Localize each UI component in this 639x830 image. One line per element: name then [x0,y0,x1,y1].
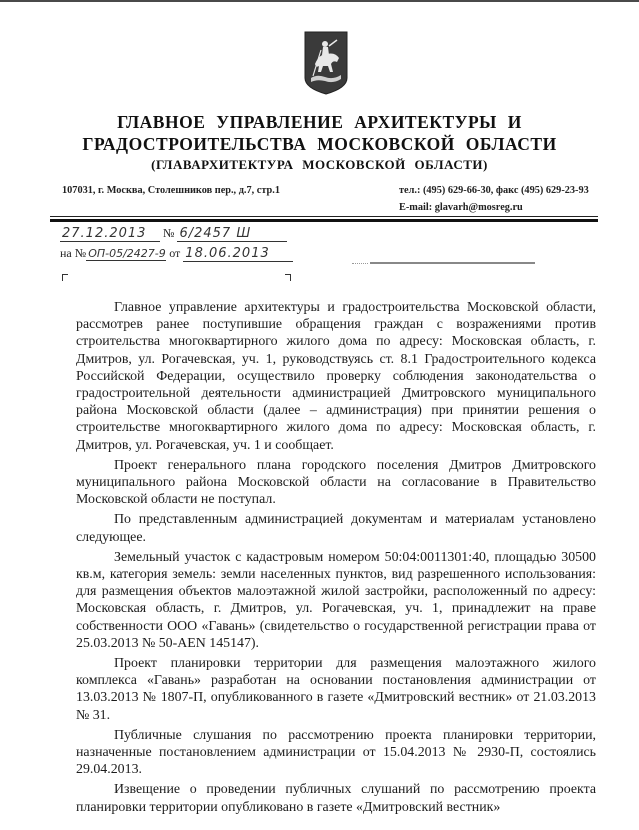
in-reply-label: на № [60,246,87,260]
letterhead-rule-thin [50,216,598,217]
coat-of-arms-icon [303,30,349,96]
letterhead-rule-thick [50,219,598,222]
body-paragraph: Извещение о проведении публичных слушаний по рассмотрению проекта планировки территории опубликовано в газете «Дмитровский вестник» [76,782,596,815]
in-reply-number: ОП-05/2427-9 [88,247,166,260]
page-top-border [0,0,639,2]
letter-body [76,299,596,819]
org-phones: тел.: (495) 629-66-30, факс (495) 629-23-93 [399,185,589,196]
org-title-line-1: ГЛАВНОЕ УПРАВЛЕНИЕ АРХИТЕКТУРЫ И [117,112,522,132]
org-email: E-mail: glavarh@mosreg.ru [399,202,523,213]
outgoing-number: 6/2457 Ш [177,226,287,242]
addressee-corner-right [285,274,291,281]
redacted-addressee-line [370,262,535,264]
body-paragraph: Земельный участок с кадастровым номером 50:04:0011301:40, площадью 30500 кв.м, категория земель: земли населенных пунктов, вид разрешенного использования: для размещения объектов малоэтажной жилой застройки, расположенный по адресу: Московская область, г. Дмитров, ул. Рогачевская, уч. 1, принадлежит на праве собственности ООО «Гавань» (свидетельство о государственной регистрации права от 25.03.2013 № 50-AEN 145147). [76,549,596,651]
body-paragraph: Проект генерального плана городского поселения Дмитров Дмитровского муниципального района Московской области на согласование в Правительство Московской области не поступал. [76,457,596,508]
body-paragraph: Проект планировки территории для размещения малоэтажного жилого комплекса «Гавань» разработан на основании постановления администрации от 13.03.2013 № 1807-П, опубликованного в газете «Дмитровский вестник» от 21.03.2013 № 31. [76,656,596,723]
redacted-mark [352,263,368,265]
from-label: от [169,246,181,260]
incoming-reference-row [60,246,293,262]
number-label: № [163,226,175,240]
addressee-corner-left [62,274,68,281]
org-address: 107031, г. Москва, Столешников пер., д.7, стр.1 [62,185,280,196]
body-paragraph: Главное управление архитектуры и градостроительства Московской области, рассмотрев ранее поступившие обращения граждан с возражениями против строительства многоквартирного жилого дома по адресу: Московская область, г. Дмитров, ул. Рогачевская, уч. 1, руководствуясь ст. 8.1 Градостроительного кодекса Российской Федерации, осуществило проверку соблюдения законодательства о градостроительной деятельности администрацией Дмитровского муниципального района Московской области (далее – администрация) при принятии решения о строительстве многоквартирного жилого дома по адресу: Московская область, г. Дмитров, ул. Рогачевская, уч. 1 и сообщает. [76,300,596,453]
org-title-line-2: ГРАДОСТРОИТЕЛЬСТВА МОСКОВСКОЙ ОБЛАСТИ [82,134,557,154]
outgoing-registration-row [60,226,287,242]
body-paragraph: По представленным администрацией документам и материалам установлено следующее. [76,512,596,545]
outgoing-date: 27.12.2013 [60,226,160,242]
body-paragraph: Публичные слушания по рассмотрению проекта планировки территории, назначенные постановлением администрации от 15.04.2013 № 2930-П, состоялись 29.04.2013. [76,727,596,778]
org-title-short-name: (ГЛАВАРХИТЕКТУРА МОСКОВСКОЙ ОБЛАСТИ) [151,157,488,172]
in-reply-date: 18.06.2013 [183,246,293,262]
